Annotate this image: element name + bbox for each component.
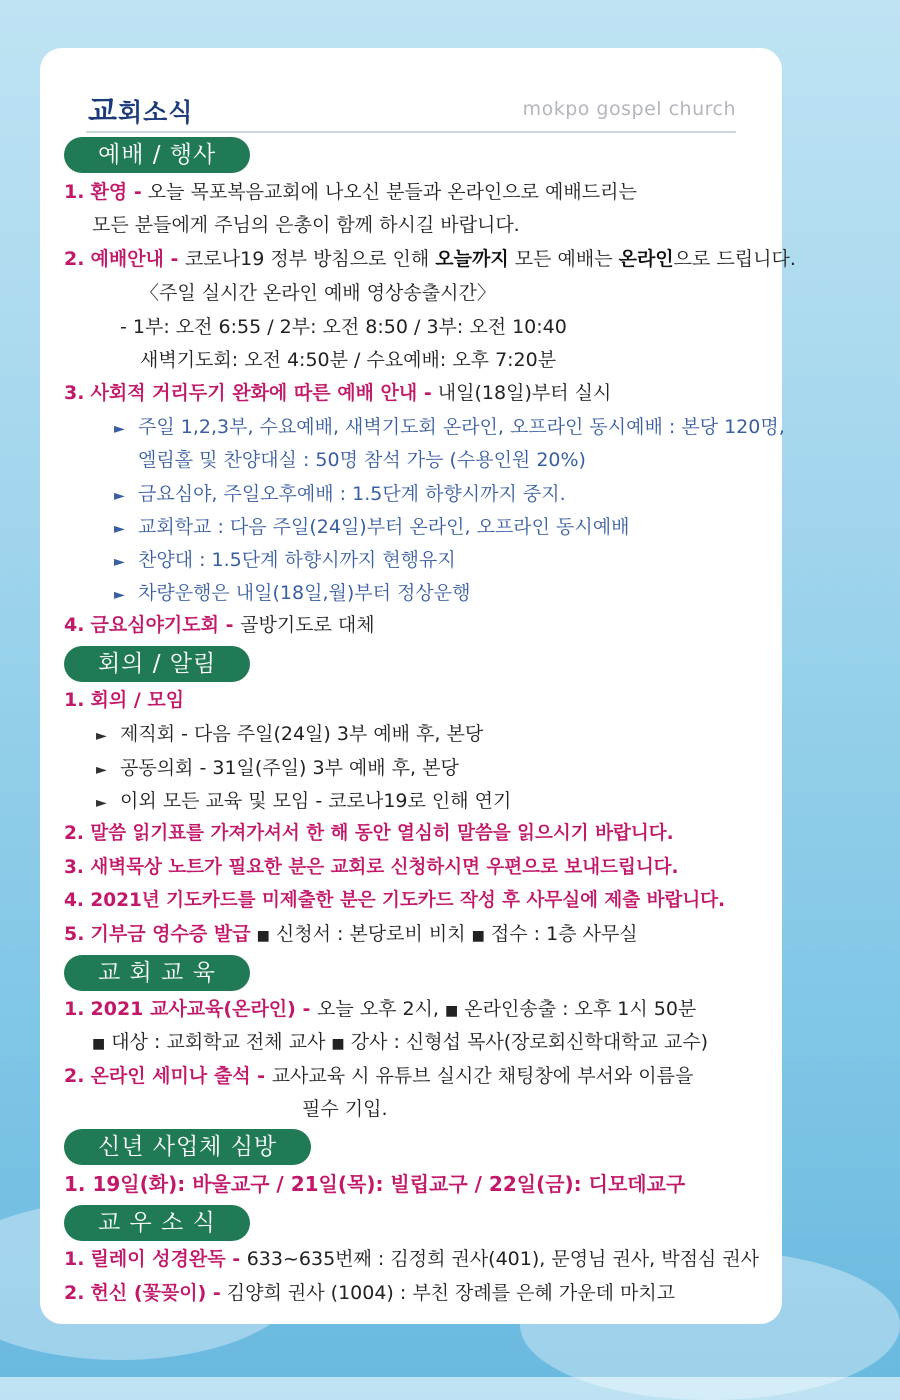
section-worship-title: 예배 / 행사 [64, 137, 250, 173]
worship-item-4: 4. 금요심야기도회 - 골방기도로 대체 [64, 614, 375, 636]
square-bullet-icon: ■ [331, 1036, 345, 1052]
worship-item-1-cont: 모든 분들에게 주님의 은총이 함께 하시길 바랍니다. [92, 214, 520, 236]
arrow-right-icon: ► [114, 587, 125, 603]
worship-bullet-2: ► 금요심야, 주일오후예배 : 1.5단계 하향시까지 중지. [114, 480, 566, 510]
meetings-bullet-2: ► 공동의회 - 31일(주일) 3부 예배 후, 본당 [96, 754, 459, 784]
section-member-news-title: 교 우 소 식 [64, 1205, 250, 1241]
meetings-item-2: 2. 말씀 읽기표를 가져가셔서 한 해 동안 열심히 말씀을 읽으시기 바랍니다. [64, 823, 674, 844]
arrow-right-icon: ► [96, 795, 107, 811]
education-item-1-detail: ■ 대상 : 교회학교 전체 교사 ■ 강사 : 신형섭 목사(장로회신학대학교 교수) [92, 1031, 709, 1053]
education-item-1: 1. 2021 교사교육(온라인) - 오늘 오후 2시, ■ 온라인송출 : 오후 1시 50분 [64, 998, 697, 1020]
worship-bullet-4: ► 찬양대 : 1.5단계 하향시까지 현행유지 [114, 546, 456, 576]
worship-bullet-1-cont: 엘림홀 및 찬양대실 : 50명 참석 가능 (수용인원 20%) [138, 449, 586, 471]
worship-item-3: 3. 사회적 거리두기 완화에 따른 예배 안내 - 내일(18일)부터 실시 [64, 382, 612, 404]
worship-bullet-5: ► 차량운행은 내일(18일,월)부터 정상운행 [114, 579, 470, 609]
header-divider [86, 131, 736, 133]
worship-bullet-3: ► 교회학교 : 다음 주일(24일)부터 온라인, 오프라인 동시예배 [114, 513, 629, 543]
section-education-title: 교 회 교 육 [64, 955, 250, 991]
education-item-2: 2. 온라인 세미나 출석 - 교사교육 시 유튜브 실시간 채팅창에 부서와 이름을 [64, 1065, 694, 1087]
stream-times-2: 새벽기도회: 오전 4:50분 / 수요예배: 오후 7:20분 [140, 349, 557, 371]
square-bullet-icon: ■ [256, 928, 270, 944]
meetings-item-5: 5. 기부금 영수증 발급 ■ 신청서 : 본당로비 비치 ■ 접수 : 1층 사무실 [64, 923, 638, 945]
bulletin-card [40, 48, 796, 1324]
arrow-right-icon: ► [114, 421, 125, 437]
meetings-item-4: 4. 2021년 기도카드를 미제출한 분은 기도카드 작성 후 사무실에 제출 바랍니다. [64, 890, 726, 911]
church-name: mokpo gospel church [522, 98, 736, 120]
stream-times-1: - 1부: 오전 6:55 / 2부: 오전 8:50 / 3부: 오전 10:40 [120, 316, 567, 338]
arrow-right-icon: ► [114, 521, 125, 537]
square-bullet-icon: ■ [92, 1036, 106, 1052]
square-bullet-icon: ■ [445, 1003, 459, 1019]
arrow-right-icon: ► [96, 728, 107, 744]
arrow-right-icon: ► [96, 762, 107, 778]
meetings-item-1: 1. 회의 / 모임 [64, 689, 185, 711]
member-news-item-2: 2. 헌신 (꽃꽂이) - 김양희 권사 (1004) : 부친 장례를 은혜 가운데 마치고 [64, 1282, 676, 1304]
section-business-visit-title: 신년 사업체 심방 [64, 1129, 311, 1165]
meetings-bullet-3: ► 이외 모든 교육 및 모임 - 코로나19로 인해 연기 [96, 787, 511, 817]
meetings-item-3: 3. 새벽묵상 노트가 필요한 분은 교회로 신청하시면 우편으로 보내드립니다. [64, 857, 679, 878]
worship-item-1: 1. 환영 - 오늘 목포복음교회에 나오신 분들과 온라인으로 예배드리는 [64, 181, 637, 203]
arrow-right-icon: ► [114, 554, 125, 570]
business-visit-item-1: 1. 19일(화): 바울교구 / 21일(목): 빌립교구 / 22일(금): 디모데교구 [64, 1172, 686, 1196]
arrow-right-icon: ► [114, 488, 125, 504]
education-item-2-cont: 필수 기입. [302, 1098, 388, 1120]
stream-time-heading: 〈주일 실시간 온라인 예배 영상송출시간〉 [140, 282, 496, 304]
member-news-item-1: 1. 릴레이 성경완독 - 633~635번째 : 김정희 권사(401), 문영님 권사, 박점심 권사 [64, 1248, 760, 1270]
bulletin-title: 교회소식 [88, 94, 194, 129]
square-bullet-icon: ■ [471, 928, 485, 944]
worship-item-2: 2. 예배안내 - 코로나19 정부 방침으로 인해 오늘까지 모든 예배는 온라인으로 드립니다. [64, 248, 796, 270]
meetings-bullet-1: ► 제직회 - 다음 주일(24일) 3부 예배 후, 본당 [96, 720, 483, 750]
worship-bullet-1: ► 주일 1,2,3부, 수요예배, 새벽기도회 온라인, 오프라인 동시예배 : 본당 120명, [114, 413, 785, 443]
section-meetings-title: 회의 / 알림 [64, 646, 250, 682]
